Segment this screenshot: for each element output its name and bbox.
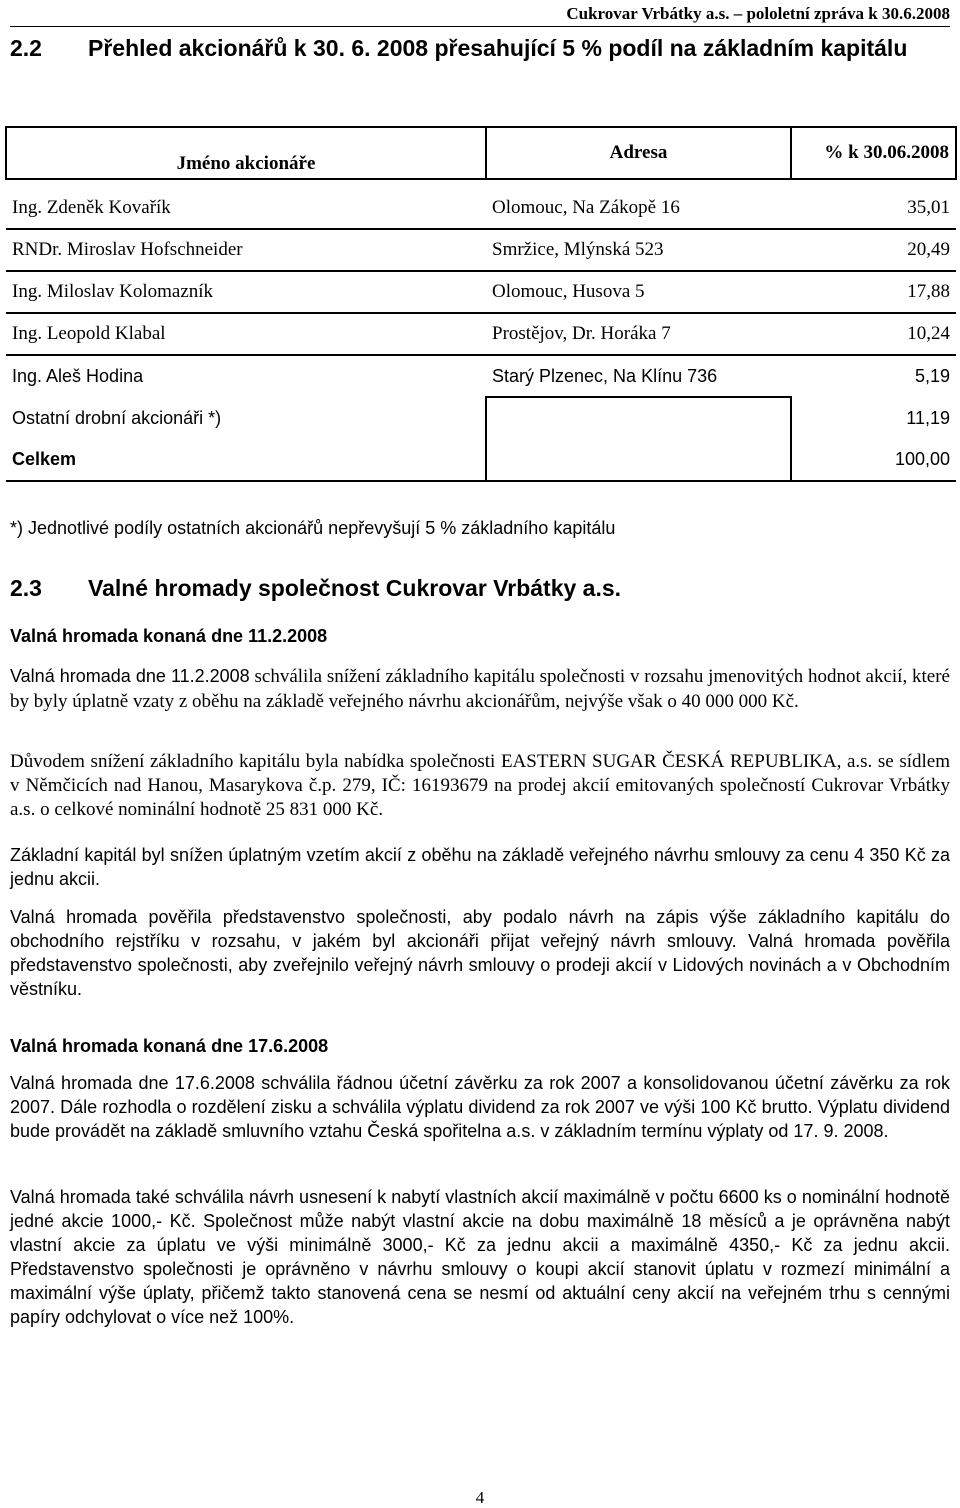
meeting-1-date-lead: Valná hromada dne 11.2.2008	[10, 666, 250, 686]
meeting-2-heading: Valná hromada konaná dne 17.6.2008	[10, 1036, 329, 1056]
table-row	[6, 187, 956, 229]
column-header-percent: % k 30.06.2008	[791, 127, 956, 179]
meeting-1-paragraph-1	[10, 664, 950, 714]
shareholder-name: Ing. Miloslav Kolomazník	[6, 271, 486, 313]
meeting-1-paragraph-4: Valná hromada pověřila představenstvo společnosti, aby podalo návrh na zápis výše základního kapitálu do obchodního rejstříku v rozsahu, v jakém byl akcionáři přijat veřejný návrh smlouvy. Valná hromada pověřila představenstvo společnosti, aby zveřejnilo veřejný návrh smlouvy o prodeji akcií v Lidových novinách a v Obchodním věstníku.	[10, 907, 950, 999]
meeting-1-paragraph-2: Důvodem snížení základního kapitálu byla nabídka společnosti EASTERN SUGAR ČESKÁ REPUBLIKA, a.s. se sídlem v Němčicích nad Hanou, Masarykova č.p. 279, IČ: 16193679 na prodej akcií emitovaných společností Cukrovar Vrbátky a.s. o celkové nominální hodnotě 25 831 000 Kč.	[10, 751, 950, 820]
table-row	[6, 355, 956, 397]
total-percent: 100,00	[791, 439, 956, 481]
table-row	[6, 229, 956, 271]
meeting-1-resolution-text: schválila snížení základního kapitálu společnosti v rozsahu jmenovitých hodnot akcií, které by byly úplatně vzaty z oběhu na základě veřejného návrhu akcionářům, nejvýše však o 40 000 000 Kč.	[10, 666, 950, 712]
section-title: Valné hromady společnost Cukrovar Vrbátky a.s.	[88, 575, 622, 601]
shareholder-address: Prostějov, Dr. Horáka 7	[486, 313, 791, 355]
section-2-2-heading	[10, 30, 950, 66]
table-row	[6, 271, 956, 313]
column-header-address: Adresa	[486, 127, 791, 179]
table-header-row	[6, 127, 956, 179]
others-address-cell	[486, 397, 791, 439]
total-label: Celkem	[6, 439, 486, 481]
shareholder-address: Olomouc, Husova 5	[486, 271, 791, 313]
shareholder-address: Olomouc, Na Zákopě 16	[486, 187, 791, 229]
shareholder-name: Ing. Leopold Klabal	[6, 313, 486, 355]
header-rule	[10, 26, 950, 27]
table-row	[6, 313, 956, 355]
section-number: 2.2	[10, 35, 42, 61]
others-percent: 11,19	[906, 407, 950, 428]
table-row-total	[6, 439, 956, 481]
total-address-cell	[486, 439, 791, 481]
meeting-1-paragraph-3: Základní kapitál byl snížen úplatným vzetím akcií z oběhu na základě veřejného návrhu smlouvy za cenu 4 350 Kč za jednu akcii.	[10, 845, 950, 889]
shareholder-percent: 5,19	[914, 366, 950, 386]
meeting-2-paragraph-2: Valná hromada také schválila návrh usnesení k nabytí vlastních akcií maximálně v počtu 6600 ks o nominální hodnotě jedné akcie 1000,- Kč. Společnost může nabýt vlastní akcie na dobu maximálně 18 měsíců a je oprávněna nabýt vlastní akcie za úplatu ve výši minimálně 3000,- Kč za jednu akcii a maximálně 4350,- Kč za jednu akcii. Představenstvo společnosti je oprávněno v návrhu smlouvy o koupi akcií stanovit úplatu v rozmezí minimální a maximální výše úplaty, přičemž takto stanovená cena se nesmí od aktuální ceny akcií na veřejném trhu s cennými papíry odchylovat o více než 100%.	[10, 1187, 950, 1327]
footnote: *) Jednotlivé podíly ostatních akcionářů nepřevyšují 5 % základního kapitálu	[10, 518, 616, 538]
shareholder-name: Ing. Aleš Hodina	[12, 366, 144, 386]
shareholder-percent: 20,49	[791, 229, 956, 271]
shareholders-table	[5, 126, 957, 482]
others-label: Ostatní drobní akcionáři *)	[12, 407, 222, 428]
shareholder-address: Smržice, Mlýnská 523	[486, 229, 791, 271]
page-number: 4	[475, 1488, 485, 1507]
column-header-name: Jméno akcionáře	[6, 127, 486, 179]
table-row-others	[6, 397, 956, 439]
shareholder-name: RNDr. Miroslav Hofschneider	[6, 229, 486, 271]
meeting-2-paragraph-1: Valná hromada dne 17.6.2008 schválila řádnou účetní závěrku za rok 2007 a konsolidovanou účetní závěrku za rok 2007. Dále rozhodla o rozdělení zisku a schválila výplatu dividend za rok 2007 ve výši 100 Kč brutto. Výplatu dividend bude provádět na základě smluvního vztahu Česká spořitelna a.s. v základním termínu výplaty od 17. 9. 2008.	[10, 1073, 950, 1141]
shareholder-address: Starý Plzenec, Na Klínu 736	[492, 365, 718, 386]
shareholder-percent: 17,88	[791, 271, 956, 313]
shareholder-percent: 35,01	[791, 187, 956, 229]
section-number: 2.3	[10, 575, 42, 601]
section-2-3-heading	[10, 570, 950, 606]
running-header: Cukrovar Vrbátky a.s. – pololetní zpráva k 30.6.2008	[566, 4, 950, 23]
shareholder-percent: 10,24	[791, 313, 956, 355]
section-title: Přehled akcionářů k 30. 6. 2008 přesahující 5 % podíl na základním kapitálu	[88, 35, 908, 61]
shareholder-name: Ing. Zdeněk Kovařík	[6, 187, 486, 229]
meeting-1-heading: Valná hromada konaná dne 11.2.2008	[10, 626, 328, 646]
